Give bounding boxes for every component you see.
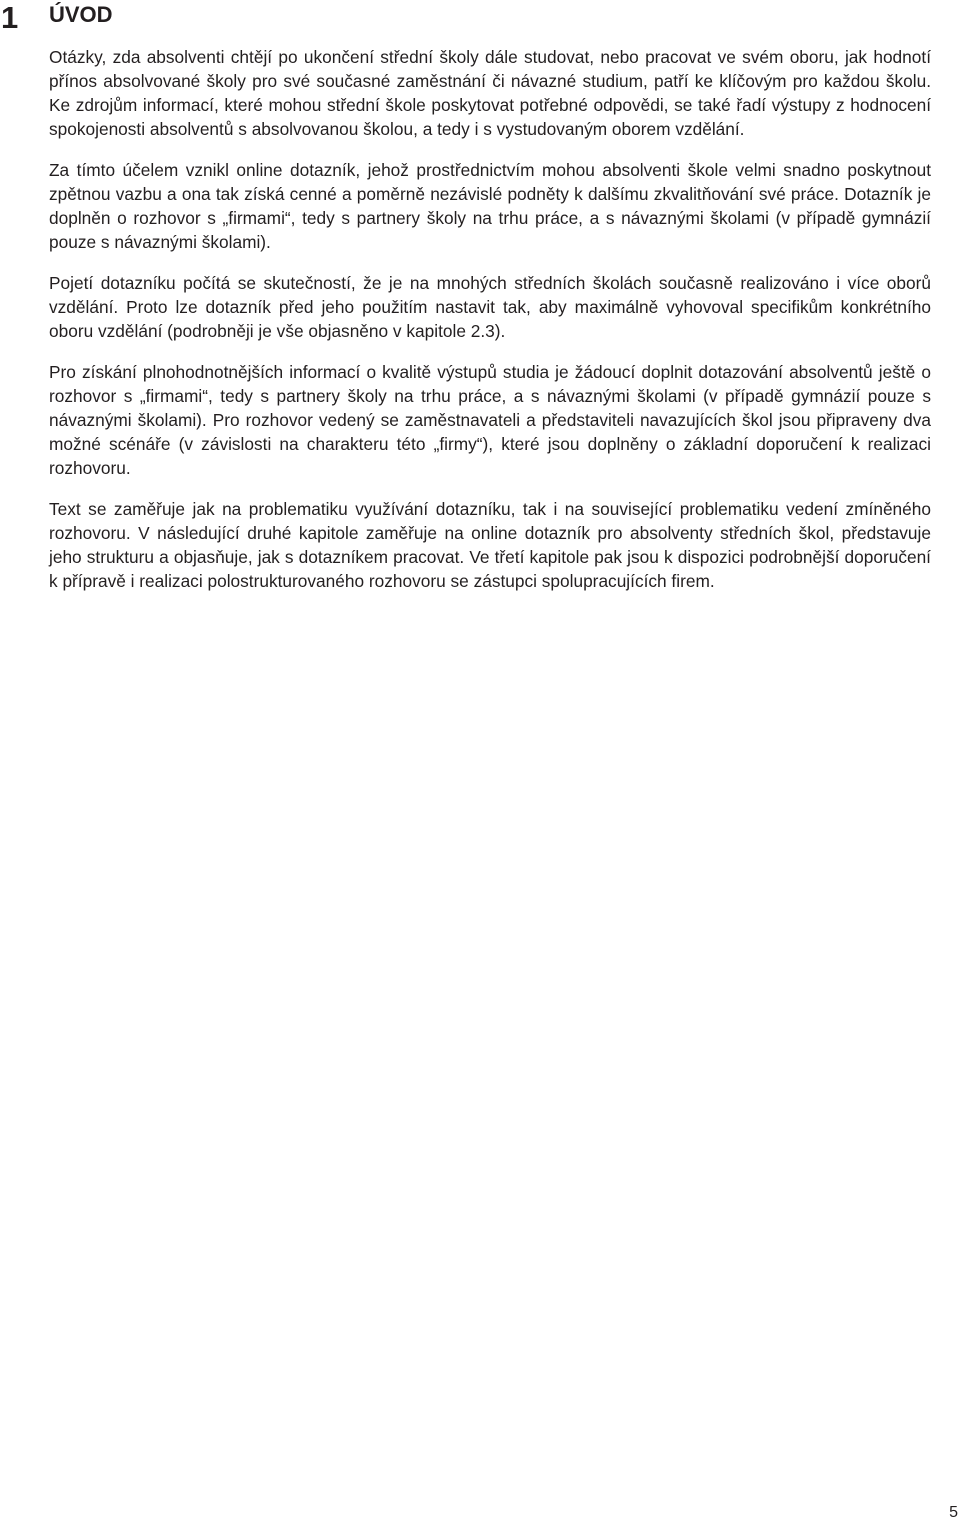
paragraph-3: Pojetí dotazníku počítá se skutečností, že je na mnohých středních školách současně realizováno i více oborů vzdělání. Proto lze dotazník před jeho použitím nastavit tak, aby maximálně vyhovoval specifikům konkrétního oboru vzdělání (podrobněji je vše objasněno v kapitole 2.3). (49, 273, 931, 341)
paragraph-5: Text se zaměřuje jak na problematiku využívání dotazníku, tak i na související problematiku vedení zmíněného rozhovoru. V následující druhé kapitole zaměřuje na online dotazník pro absolventy středních škol, představuje jeho strukturu a objasňuje, jak s dotazníkem pracovat. Ve třetí kapitole pak jsou k dispozici podrobnější doporučení k přípravě i realizaci polostrukturovaného rozhovoru se zástupci spolupracujících firem. (49, 499, 931, 591)
chapter-number: 1 (1, 0, 19, 35)
paragraph-2: Za tímto účelem vznikl online dotazník, jehož prostřednictvím mohou absolventi škole velmi snadno poskytnout zpětnou vazbu a ona tak získá cenné a poměrně nezávislé podněty k dalšímu zkvalitňování své práce. Dotazník je doplněn o rozhovor s „firmami“, tedy s partnery školy na trhu práce, a s návaznými školami (v případě gymnázií pouze s návaznými školami). (49, 160, 931, 252)
page-number: 5 (949, 1504, 958, 1521)
chapter-title: ÚVOD (49, 2, 113, 27)
paragraph-4: Pro získání plnohodnotnějších informací o kvalitě výstupů studia je žádoucí doplnit dotazování absolventů ještě o rozhovor s „firmami“, tedy s partnery školy na trhu práce, a s návaznými školami (v případě gymnázií pouze s návaznými školami). Pro rozhovor vedený se zaměstnavateli a představiteli navazujících škol jsou připraveny dva možné scénáře (v závislosti na charakteru této „firmy“), které jsou doplněny o základní doporučení k realizaci rozhovoru. (49, 362, 931, 478)
paragraph-1: Otázky, zda absolventi chtějí po ukončení střední školy dále studovat, nebo pracovat ve svém oboru, jak hodnotí přínos absolvované školy pro své současné zaměstnání či návazné studium, patří ke klíčovým pro každou školu. Ke zdrojům informací, které mohou střední škole poskytovat potřebné odpovědi, se také řadí výstupy z hodnocení spokojenosti absolventů s absolvovanou školou, a tedy i s vystudovaným oborem vzdělání. (49, 47, 931, 139)
chapter-body (49, 45, 931, 610)
